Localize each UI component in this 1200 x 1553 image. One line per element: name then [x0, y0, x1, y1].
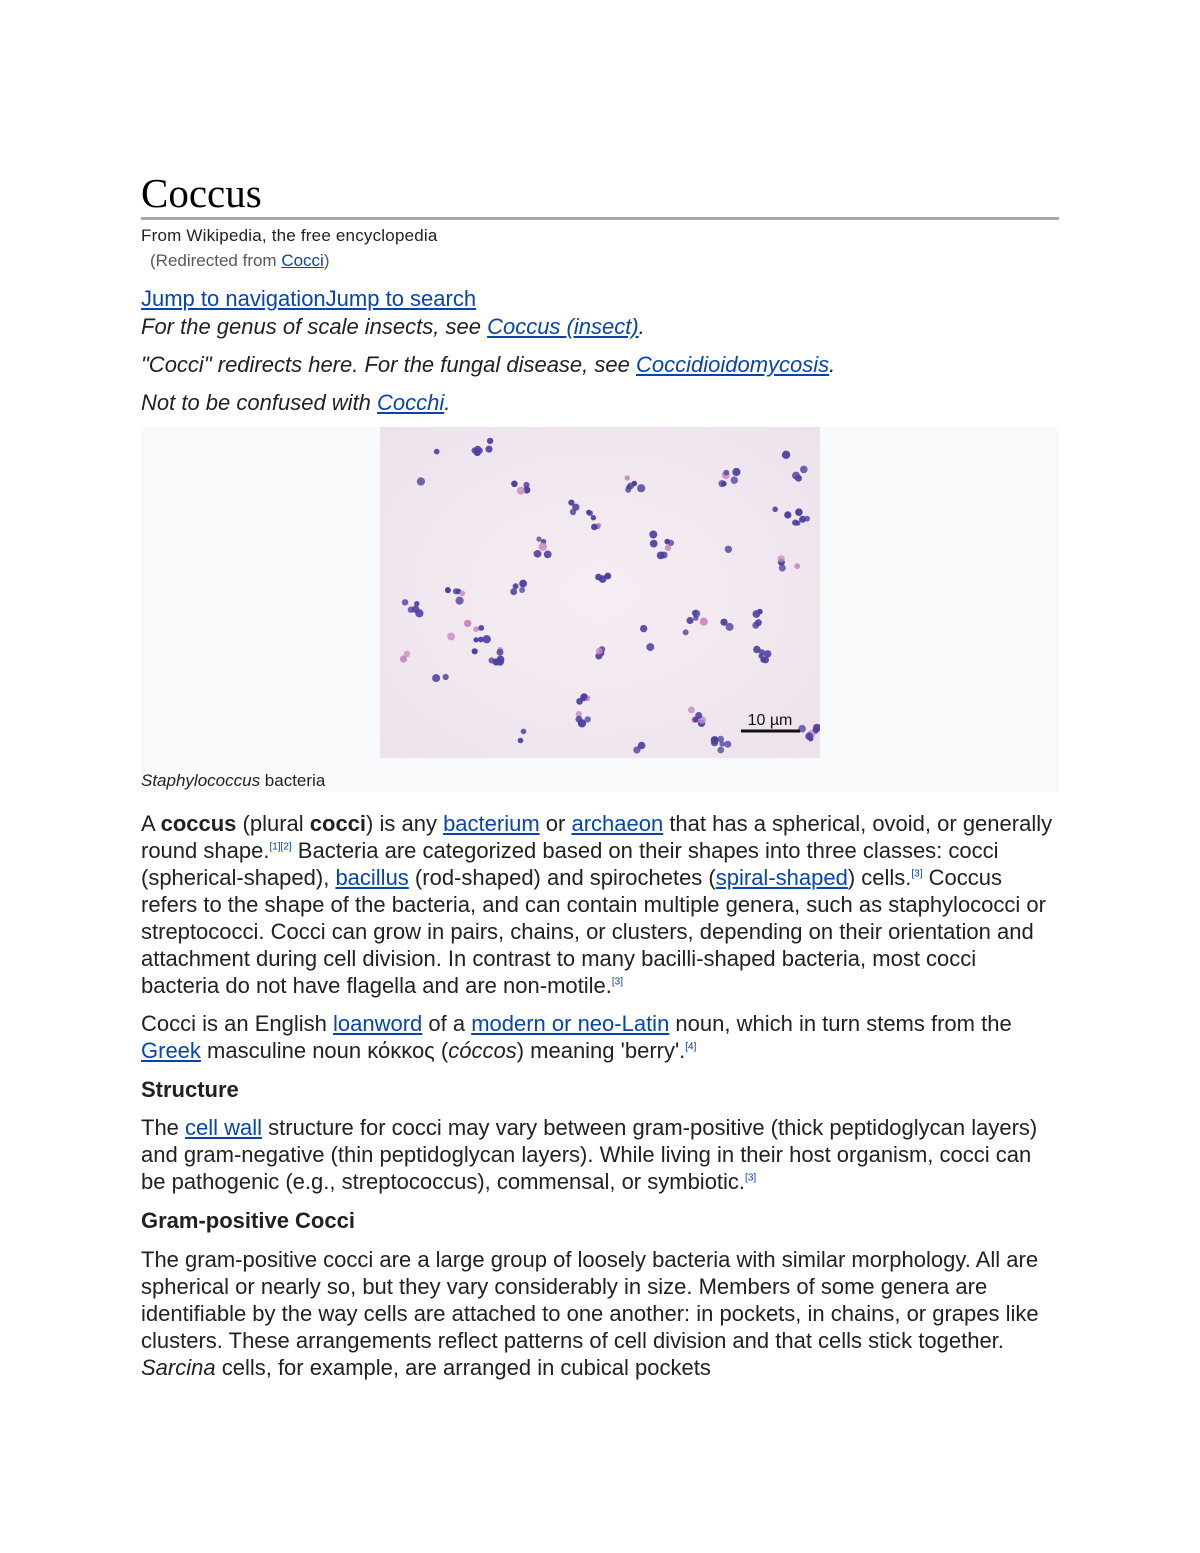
hatnote-redirect: "Cocci" redirects here. For the fungal disease, see Coccidioidomycosis. [141, 352, 836, 377]
coccus-cell [472, 648, 478, 654]
coccus-cell [519, 587, 525, 593]
coccus-cell [585, 716, 591, 722]
coccus-cell [400, 655, 407, 662]
spiral-shaped-link[interactable]: spiral-shaped [715, 865, 848, 890]
coccus-cell [445, 587, 450, 592]
redirect-note: (Redirected from Cocci) [150, 251, 330, 270]
greek-link[interactable]: Greek [141, 1038, 201, 1063]
section-heading-structure: Structure [141, 1077, 239, 1102]
coccus-cell [456, 597, 464, 605]
coccus-cell [415, 609, 423, 617]
coccus-cell [447, 633, 455, 641]
coccus-cell [497, 649, 504, 656]
hatnote-confused: Not to be confused with Cocchi. [141, 390, 451, 415]
coccus-cell [721, 481, 727, 487]
citation-3c[interactable]: [3] [745, 1172, 757, 1184]
coccus-cell [800, 466, 808, 474]
etymology-paragraph: Cocci is an English loanword of a modern or neo-Latin noun, which in turn stems from the Greek masculine noun κόκκος (cóccos) meaning 'berry'.[4] [141, 1011, 1012, 1063]
citation-3[interactable]: [3] [911, 868, 923, 880]
coccus-cell [576, 698, 583, 705]
redirect-link[interactable]: Cocci [281, 251, 324, 270]
coccus-cell [650, 540, 658, 548]
coccus-cell [633, 746, 640, 753]
coccus-cell [646, 643, 654, 651]
coccus-cell [493, 658, 500, 665]
coccus-cell [649, 531, 657, 539]
coccus-cell [483, 635, 491, 643]
coccus-cell [518, 738, 524, 744]
coccus-cell [731, 477, 738, 484]
coccus-cell [799, 516, 806, 523]
coccus-cell [587, 510, 593, 516]
neo-latin-link[interactable]: modern or neo-Latin [471, 1011, 670, 1036]
jump-links [141, 285, 1059, 313]
coccus-cell [693, 610, 701, 618]
coccus-cell [782, 451, 790, 459]
bacillus-link[interactable]: bacillus [335, 865, 409, 890]
coccus-cell [544, 551, 552, 559]
coccus-cell [627, 483, 634, 490]
coccus-cell [402, 599, 408, 605]
coccus-cell [668, 540, 674, 546]
coccus-cell [794, 563, 800, 569]
coccus-cell [764, 650, 772, 658]
coccus-cell [536, 537, 541, 542]
coccus-cell [443, 674, 449, 680]
coccus-cell [511, 481, 518, 488]
coccus-cell [596, 648, 603, 655]
coccus-cell [717, 747, 724, 754]
cocchi-link[interactable]: Cocchi [377, 390, 445, 415]
coccus-cell [683, 629, 689, 635]
site-tagline: From Wikipedia, the free encyclopedia [141, 226, 438, 245]
coccus-cell [625, 475, 630, 480]
coccus-cell [637, 484, 645, 492]
coccus-cell [568, 500, 574, 506]
coccus-cell [686, 617, 693, 624]
coccus-cell [759, 649, 765, 655]
coccus-cell [719, 741, 725, 747]
coccus-cell [755, 619, 762, 626]
citation-1-2[interactable]: [1][2] [269, 841, 292, 853]
coccus-cell [604, 573, 611, 580]
coccus-cell [453, 588, 459, 594]
figure-caption: Staphylococcus bacteria [141, 771, 326, 790]
coccus-cell [434, 449, 440, 455]
coccus-cell [473, 626, 479, 632]
intro-paragraph: A coccus (plural cocci) is any bacterium or archaeon that has a spherical, ovoid, or generally round shape.[1][2] Bacteria are categorized based on their shapes into three classes: cocci (spherical-shaped), bacillus (rod-shaped) and spirochetes (spiral-shaped) cells.[3] Coccus refers to the shape of the bacteria, and can contain multiple genera, such as staphylococci or streptococci. Cocci can grow in pairs, chains, or clusters, depending on their orientation and attachment during cell division. In contrast to many bacilli-shaped bacteria, most cocci bacteria do not have flagella and are non-motile.[3] [141, 811, 1053, 998]
coccus-insect-link[interactable]: Coccus (insect) [487, 314, 639, 339]
coccus-cell [478, 637, 484, 643]
loanword-link[interactable]: loanword [332, 1011, 423, 1036]
coccus-cell [523, 482, 529, 488]
coccus-cell [784, 511, 791, 518]
coccus-cell [519, 580, 527, 588]
coccus-cell [723, 470, 729, 476]
coccus-cell [486, 446, 493, 453]
coccus-cell [808, 736, 813, 741]
coccus-cell [732, 468, 740, 476]
coccus-cell [474, 449, 481, 456]
coccus-cell [570, 509, 576, 515]
coccus-cell [487, 438, 493, 444]
coccus-cell [478, 625, 484, 631]
coccus-cell [459, 591, 465, 597]
coccus-cell [582, 694, 588, 700]
coccus-cell [726, 623, 734, 631]
coccus-cell [521, 729, 527, 735]
coccus-cell [534, 550, 542, 558]
coccus-cell [724, 741, 731, 748]
coccidioidomycosis-link[interactable]: Coccidioidomycosis [635, 352, 830, 377]
figure-box [141, 427, 1059, 792]
staphylococcus-micrograph[interactable] [380, 427, 820, 758]
coccus-cell [539, 543, 547, 551]
coccus-cell [700, 618, 708, 626]
coccus-cell [417, 477, 425, 485]
coccus-cell [792, 520, 798, 526]
archaeon-link[interactable]: archaeon [571, 811, 664, 836]
cell-wall-link[interactable]: cell wall [185, 1115, 263, 1140]
hatnote-insect: For the genus of scale insects, see Coccus (insect). [141, 314, 645, 339]
coccus-cell [657, 552, 665, 560]
jump-to-search-link[interactable]: Jump to search [325, 286, 477, 311]
coccus-cell [795, 475, 802, 482]
coccus-cell [464, 620, 471, 627]
coccus-cell [432, 674, 440, 682]
coccus-cell [772, 507, 778, 513]
coccus-cell [688, 707, 695, 714]
jump-to-navigation-link[interactable]: Jump to navigation [141, 286, 326, 311]
coccus-cell [414, 601, 419, 606]
section-heading-gram-positive: Gram-positive Cocci [141, 1208, 355, 1233]
coccus-cell [591, 515, 596, 520]
structure-paragraph: The cell wall structure for cocci may vary between gram-positive (thick peptidoglycan layers) and gram-negative (thin peptidoglycan layers). While living in their host organism, cocci can be pathogenic (e.g., streptococcus), commensal, or symbiotic.[3] [141, 1115, 1038, 1194]
coccus-cell [640, 625, 647, 632]
citation-3b[interactable]: [3] [611, 976, 623, 988]
gram-positive-paragraph: The gram-positive cocci are a large group of loosely bacteria with similar morphology. All are spherical or nearly so, but they vary considerably in size. Members of some genera are identifiable by the way cells are attached to one another: in pockets, in chains, or grapes like clusters. These arrangements reflect patterns of cell division and that cells stick together. Sarcina cells, for example, are arranged in cubical pockets [141, 1247, 1039, 1380]
coccus-cell [725, 546, 732, 553]
bacterium-link[interactable]: bacterium [443, 811, 540, 836]
scale-bar-label: 10 µm [747, 712, 793, 729]
coccus-cell [517, 487, 525, 495]
coccus-cell [778, 555, 785, 562]
coccus-cell [408, 607, 414, 613]
coccus-cell [795, 508, 803, 516]
coccus-cell [473, 637, 478, 642]
coccus-cell [591, 524, 598, 531]
page-title: Coccus [141, 170, 1059, 220]
article [141, 170, 1059, 1381]
micrograph-image [380, 427, 820, 758]
coccus-cell [695, 712, 702, 719]
coccus-cell [753, 610, 761, 618]
citation-4[interactable]: [4] [685, 1041, 697, 1053]
coccus-cell [510, 588, 517, 595]
